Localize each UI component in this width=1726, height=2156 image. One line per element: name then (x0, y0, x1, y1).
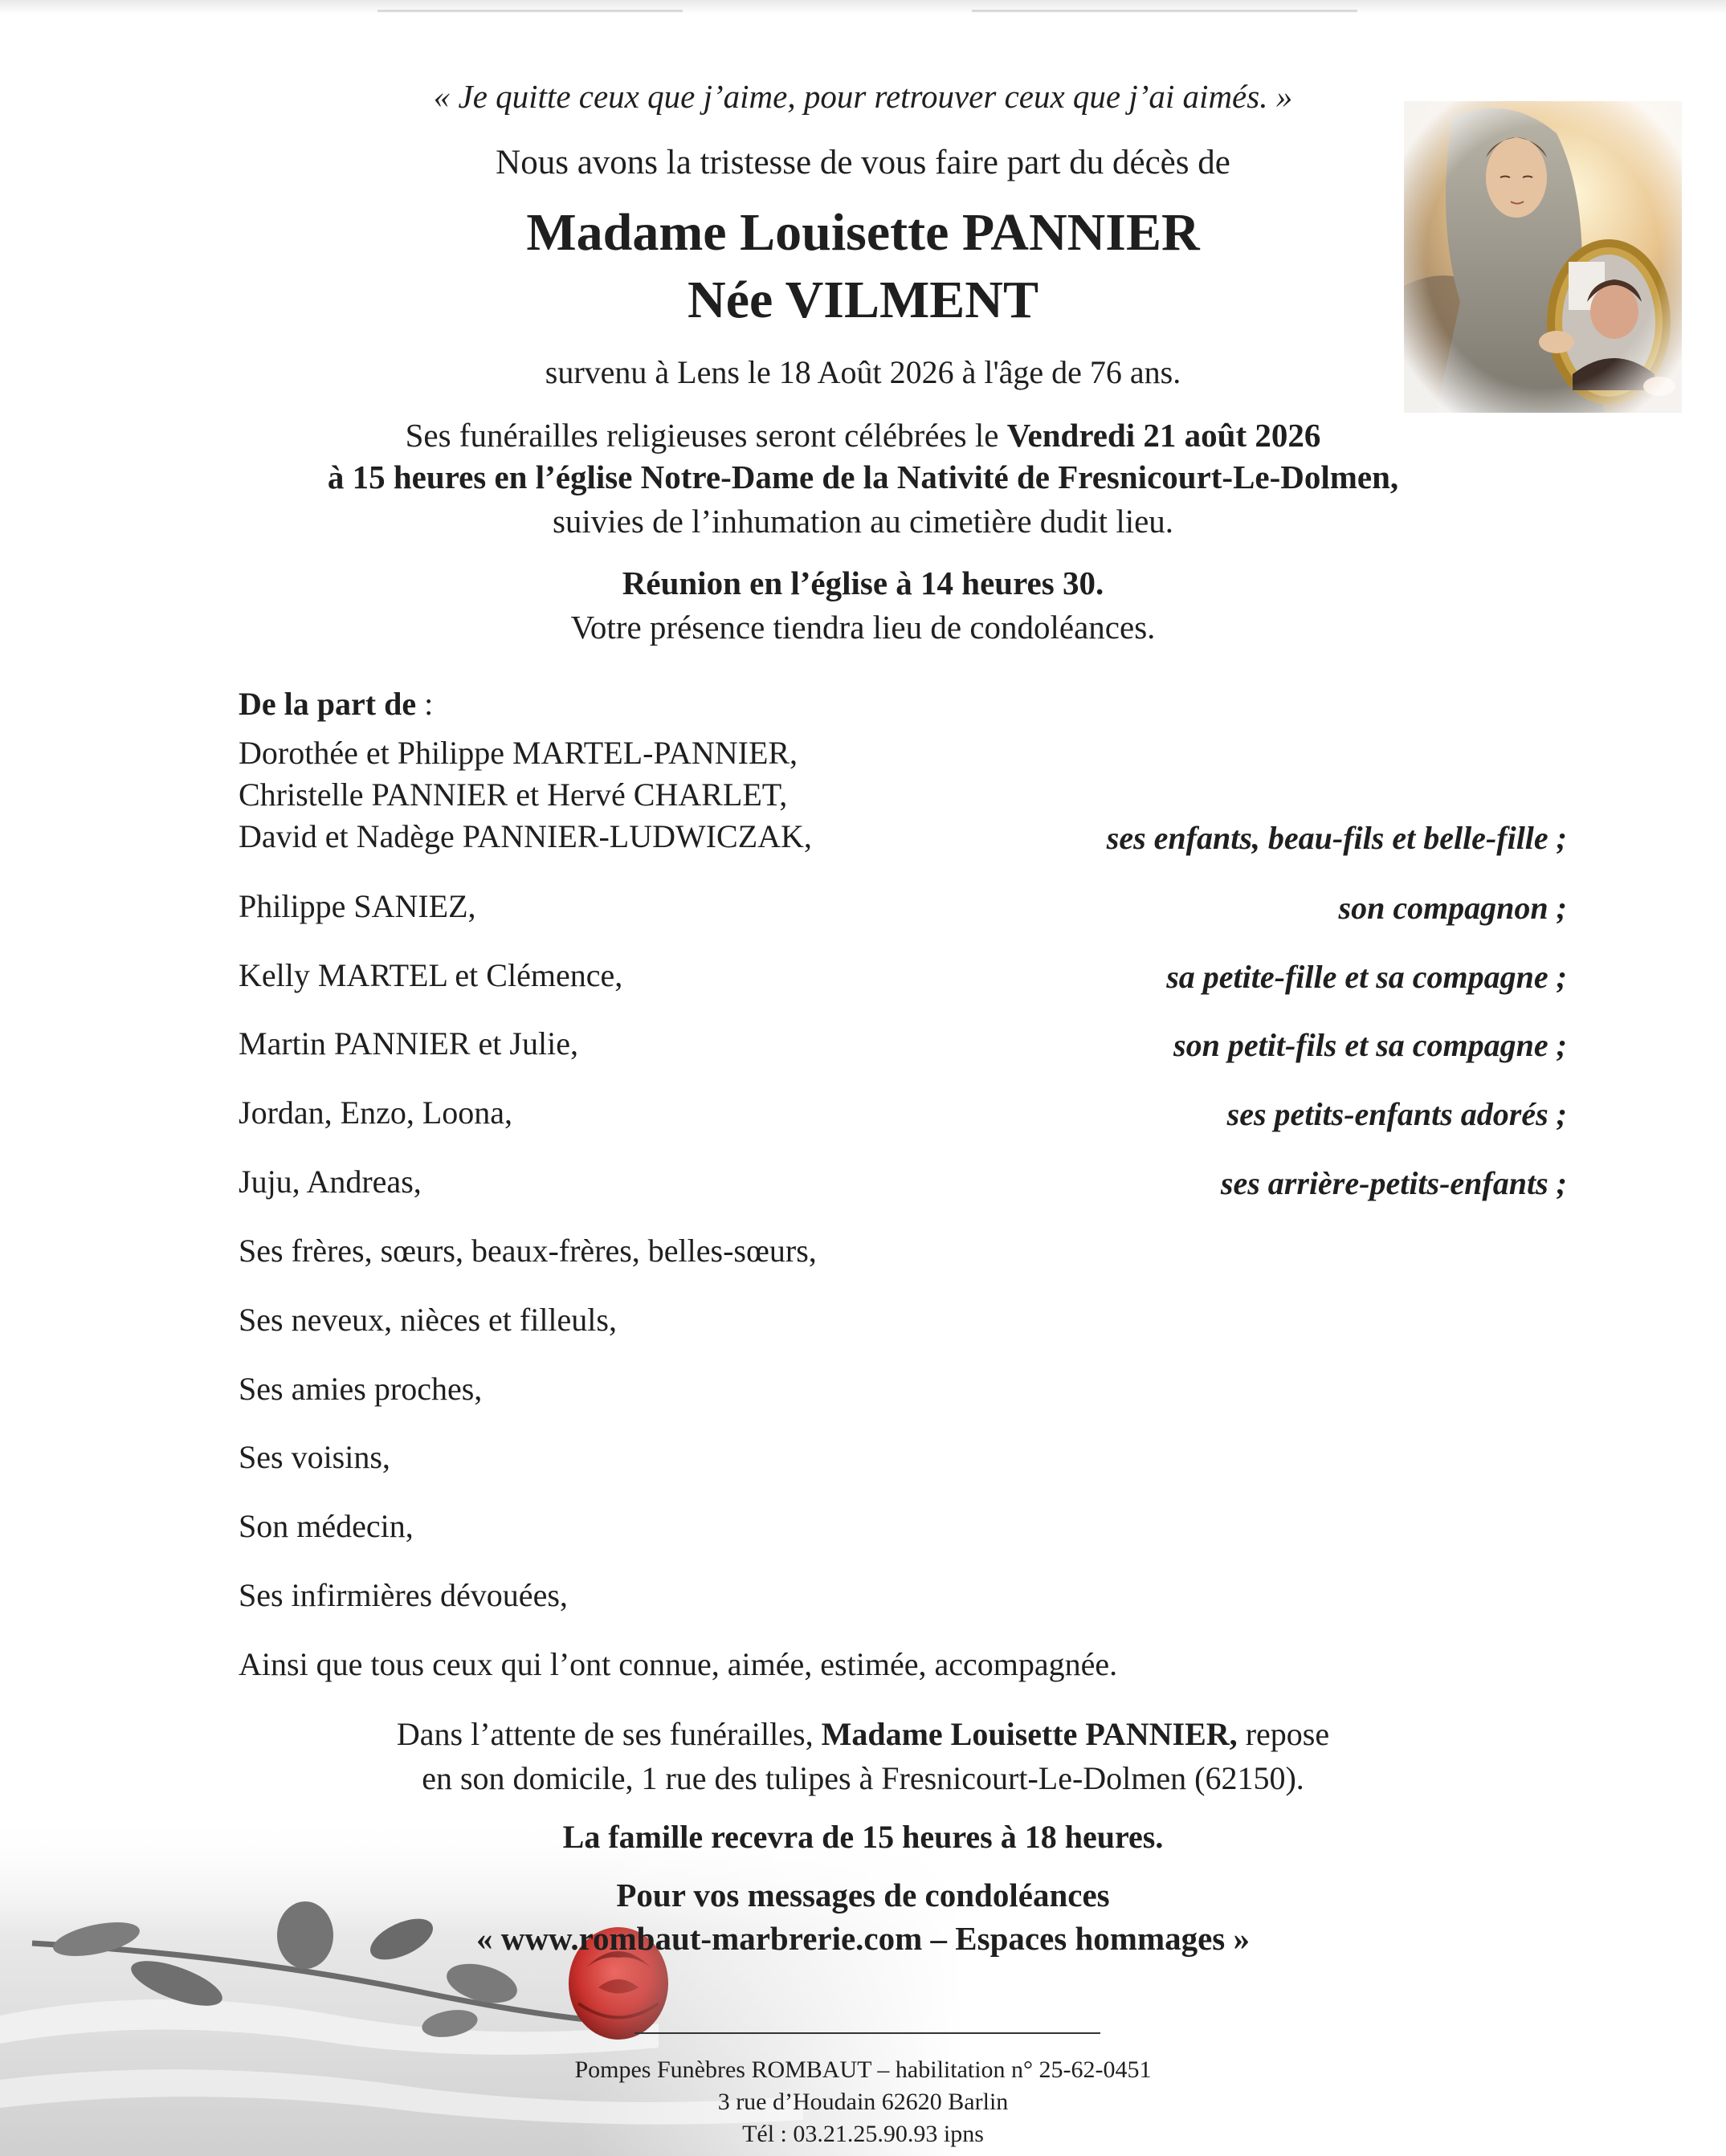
family-name: David et Nadège PANNIER-LUDWICZAK, (239, 818, 812, 854)
burial-details: suivies de l’inhumation au cimetière dudit lieu. (552, 503, 1174, 540)
footer-divider (634, 2032, 1100, 2034)
funeral-location: à 15 heures en l’église Notre-Dame de la Nativité de Fresnicourt-Le-Dolmen, (327, 459, 1399, 495)
condolence-website: « www.rombaut-marbrerie.com – Espaces hommages » (476, 1920, 1250, 1957)
repose-intro: Dans l’attente de ses funérailles, (396, 1716, 822, 1752)
condolence-note: Votre présence tiendra lieu de condoléances. (570, 609, 1156, 646)
family-heading-colon: : (416, 686, 434, 722)
family-name: Dorothée et Philippe MARTEL-PANNIER, (239, 735, 798, 771)
family-relation: ses arrière-petits-enfants ; (1220, 1165, 1567, 1201)
family-heading (239, 685, 433, 723)
repose-verb: repose (1237, 1716, 1330, 1752)
scan-edge-rule (377, 10, 683, 12)
funeral-date: Vendredi 21 août 2026 (1006, 417, 1321, 454)
family-relation: son compagnon ; (1338, 890, 1567, 926)
funeral-home-phone: Tél : 03.21.25.90.93 ipns (742, 2121, 984, 2147)
announcement-intro: Nous avons la tristesse de vous faire part du décès de (496, 144, 1230, 181)
family-relation: son petit-fils et sa compagne ; (1173, 1027, 1567, 1063)
scan-edge-rule (972, 10, 1357, 12)
family-name: Juju, Andreas, (239, 1164, 422, 1200)
family-name: Ses voisins, (239, 1439, 390, 1475)
funeral-date-intro: Ses funérailles religieuses seront célébrées le (405, 417, 1007, 454)
deceased-name: Madame Louisette PANNIER (526, 203, 1200, 262)
scan-edge (0, 0, 1726, 14)
repose-address: en son domicile, 1 rue des tulipes à Fresnicourt-Le-Dolmen (62150). (422, 1760, 1304, 1796)
family-name: Philippe SANIEZ, (239, 888, 476, 924)
family-name: Ses frères, sœurs, beaux-frères, belles-sœurs, (239, 1233, 817, 1269)
maiden-name: Née VILMENT (688, 271, 1038, 329)
repose-name: Madame Louisette PANNIER, (821, 1716, 1238, 1752)
family-name: Ses neveux, nièces et filleuls, (239, 1302, 617, 1338)
family-visiting-hours: La famille recevra de 15 heures à 18 heures. (562, 1819, 1164, 1855)
church-meeting: Réunion en l’église à 14 heures 30. (622, 564, 1104, 601)
funeral-home-address: 3 rue d’Houdain 62620 Barlin (717, 2089, 1009, 2115)
family-name: Ses amies proches, (239, 1371, 483, 1407)
funeral-home-name: Pompes Funèbres ROMBAUT – habilitation n° 25-62-0451 (574, 2056, 1152, 2083)
family-name: Christelle PANNIER et Hervé CHARLET, (239, 776, 788, 813)
family-name: Jordan, Enzo, Loona, (239, 1094, 513, 1131)
death-details: survenu à Lens le 18 Août 2026 à l'âge de 76 ans. (545, 354, 1181, 390)
epitaph-quote: « Je quitte ceux que j’aime, pour retrouver ceux que j’ai aimés. » (433, 78, 1293, 115)
family-name: Ses infirmières dévouées, (239, 1577, 568, 1613)
family-name: Kelly MARTEL et Clémence, (239, 957, 623, 993)
family-relation: ses petits-enfants adorés ; (1226, 1096, 1567, 1132)
family-relation: ses enfants, beau-fils et belle-fille ; (1106, 820, 1567, 856)
family-closing: Ainsi que tous ceux qui l’ont connue, aimée, estimée, accompagnée. (239, 1646, 1118, 1682)
family-name: Martin PANNIER et Julie, (239, 1025, 578, 1062)
family-relation: sa petite-fille et sa compagne ; (1166, 959, 1567, 995)
condolence-messages-label: Pour vos messages de condoléances (616, 1877, 1110, 1914)
repose-line (0, 1715, 1726, 1753)
funeral-date-line (0, 416, 1726, 454)
family-heading-label: De la part de (239, 686, 417, 722)
family-name: Son médecin, (239, 1508, 414, 1544)
